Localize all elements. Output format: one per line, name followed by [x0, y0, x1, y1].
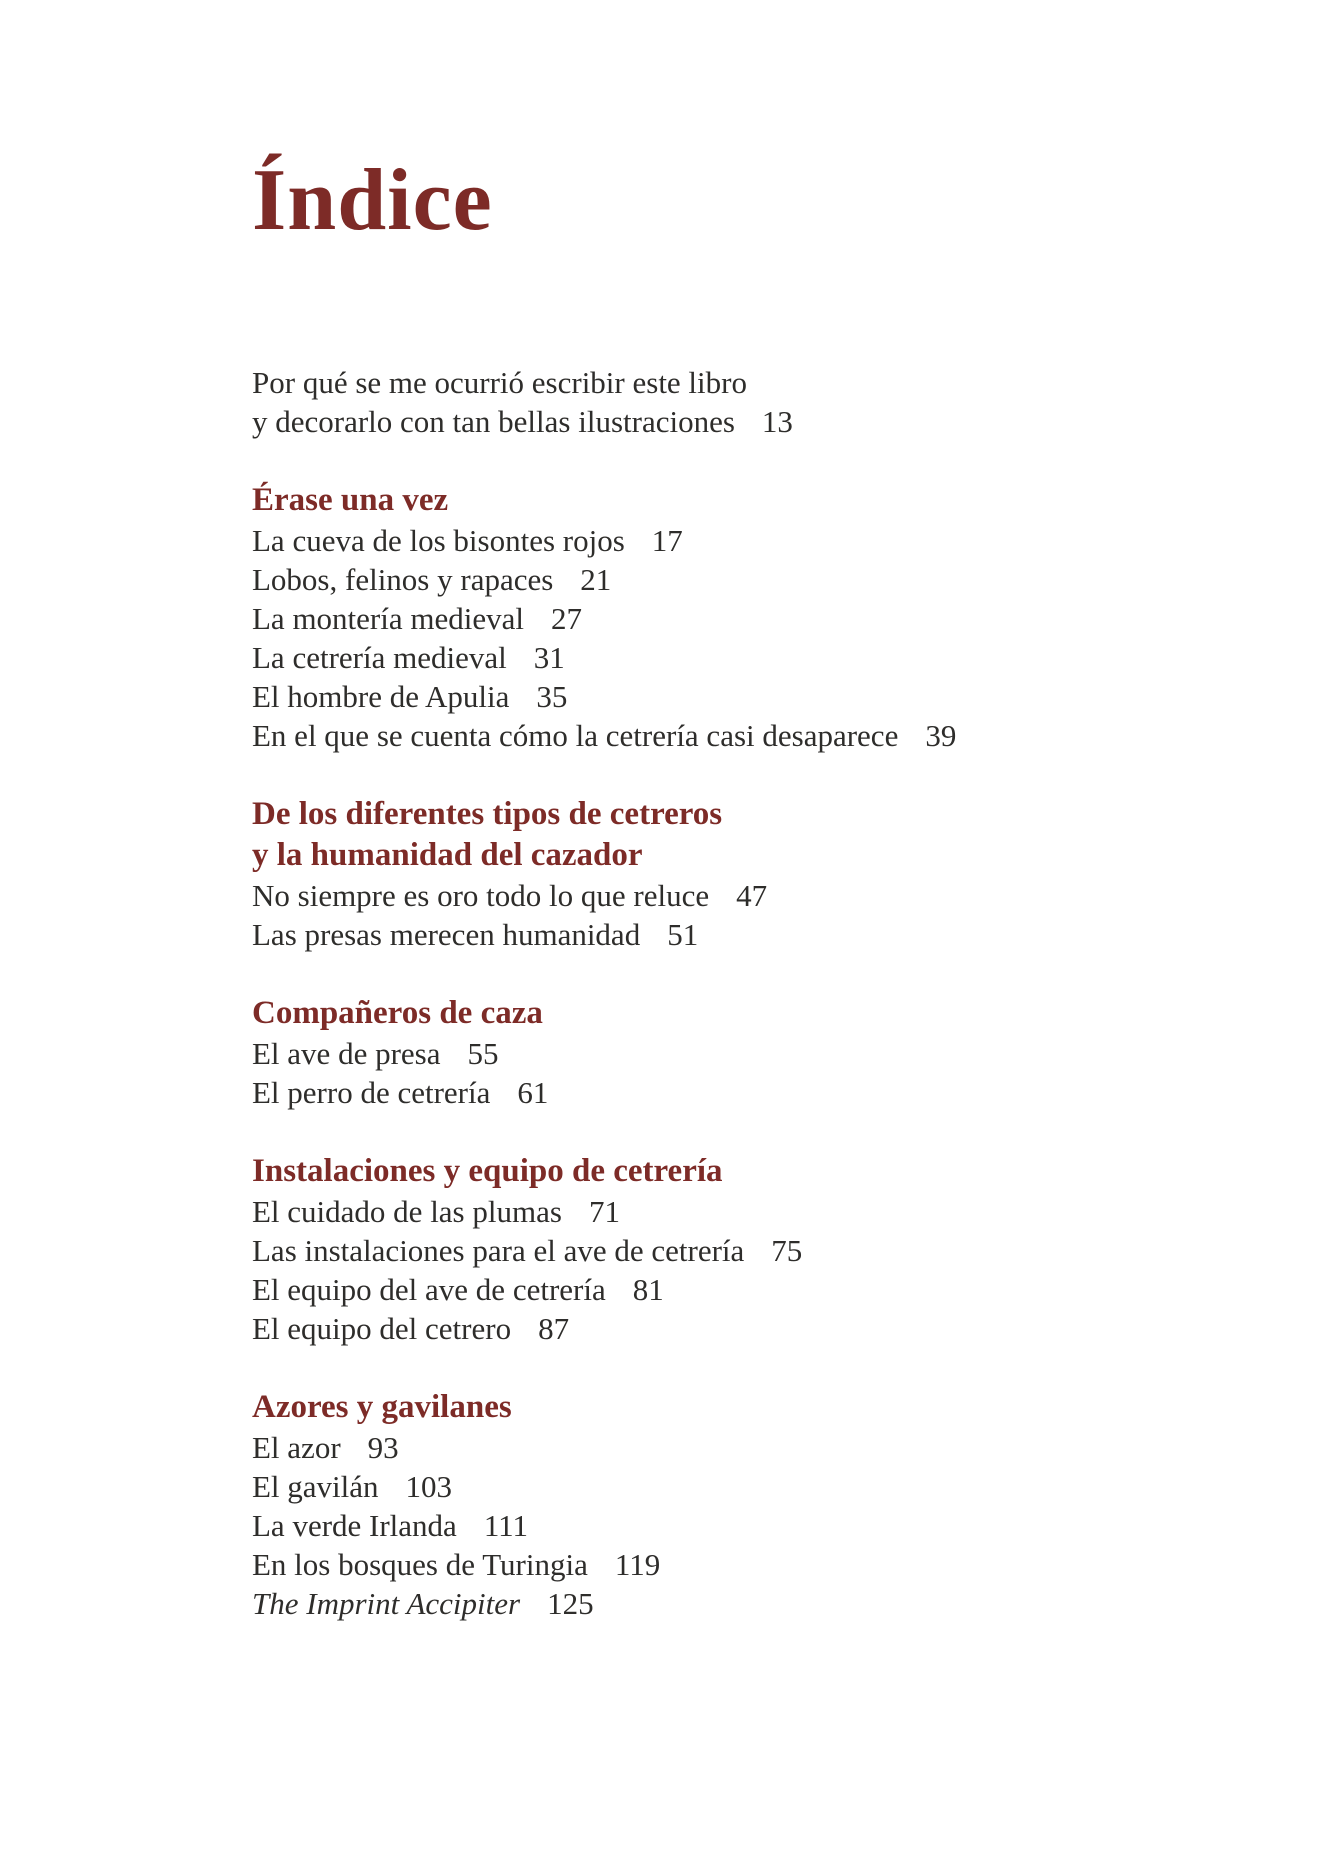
section-heading-line: Compañeros de caza	[252, 995, 543, 1032]
toc-entry	[252, 560, 1188, 599]
toc-entry	[252, 521, 1188, 560]
toc-entry-label: No siempre es oro todo lo que reluce	[252, 878, 710, 914]
page-number: 31	[533, 640, 565, 676]
toc-entry	[252, 1270, 1188, 1309]
toc-entry	[252, 876, 1188, 915]
page-number: 75	[771, 1233, 803, 1269]
toc-entry-label: En el que se cuenta cómo la cetrería casi desaparece	[252, 718, 899, 754]
page-number: 87	[538, 1311, 570, 1347]
section-heading-line: Érase una vez	[252, 482, 449, 519]
page-number: 13	[761, 404, 793, 440]
page-number: 17	[651, 523, 683, 559]
section-heading	[252, 993, 1188, 1034]
toc-sections	[252, 480, 1188, 1623]
toc-entry	[252, 1192, 1188, 1231]
section-heading	[252, 794, 1188, 876]
toc-entry	[252, 716, 1188, 755]
page-number: 119	[614, 1547, 661, 1583]
toc-entry-label: Las presas merecen humanidad	[252, 917, 641, 953]
page-number: 61	[517, 1075, 549, 1111]
page-number: 93	[367, 1430, 399, 1466]
toc-entry	[252, 599, 1188, 638]
section-heading-line: De los diferentes tipos de cetreros	[252, 796, 723, 833]
page-number: 103	[405, 1469, 453, 1505]
preface-line	[252, 363, 1188, 402]
toc-entry	[252, 1467, 1188, 1506]
page-number: 39	[925, 718, 957, 754]
toc-section	[252, 1151, 1188, 1348]
preface-line	[252, 402, 1188, 441]
toc-entry	[252, 1073, 1188, 1112]
toc-section	[252, 480, 1188, 755]
toc-entry	[252, 1545, 1188, 1584]
page-number: 71	[588, 1194, 620, 1230]
toc-entry-label: El equipo del ave de cetrería	[252, 1272, 606, 1308]
page-number: 47	[736, 878, 768, 914]
toc-entry-label: En los bosques de Turingia	[252, 1547, 588, 1583]
toc-entry	[252, 1309, 1188, 1348]
preface-block	[252, 363, 1188, 441]
section-heading-line: Azores y gavilanes	[252, 1389, 512, 1426]
toc-entry-label: La verde Irlanda	[252, 1508, 457, 1544]
toc-entry	[252, 1231, 1188, 1270]
page-number: 35	[536, 679, 568, 715]
toc-entry-label: La cueva de los bisontes rojos	[252, 523, 625, 559]
section-heading	[252, 1151, 1188, 1192]
page-number: 55	[467, 1036, 499, 1072]
page-number: 51	[667, 917, 699, 953]
page-number: 21	[580, 562, 612, 598]
toc-entry-label: Las instalaciones para el ave de cetrería	[252, 1233, 745, 1269]
toc-entry-label: La cetrería medieval	[252, 640, 507, 676]
page-number: 125	[547, 1586, 594, 1622]
toc-section	[252, 794, 1188, 954]
toc-entry-label: El gavilán	[252, 1469, 379, 1505]
toc-entry	[252, 638, 1188, 677]
toc-entry	[252, 1506, 1188, 1545]
toc-entry-label: El perro de cetrería	[252, 1075, 491, 1111]
page-number: 111	[483, 1508, 529, 1544]
toc-entry-label: El equipo del cetrero	[252, 1311, 512, 1347]
toc-entry-label: El cuidado de las plumas	[252, 1194, 562, 1230]
toc-section	[252, 1387, 1188, 1623]
section-heading-line: Instalaciones y equipo de cetrería	[252, 1153, 723, 1190]
section-heading	[252, 1387, 1188, 1428]
toc-entry	[252, 1034, 1188, 1073]
toc-entry	[252, 1428, 1188, 1467]
toc-entry-label: El ave de presa	[252, 1036, 441, 1072]
toc-entry	[252, 677, 1188, 716]
page-title: Índice	[252, 152, 493, 249]
preface-text-line-2: y decorarlo con tan bellas ilustraciones	[252, 404, 735, 440]
toc-entry-label: The Imprint Accipiter	[252, 1586, 521, 1622]
toc-entry-label: El hombre de Apulia	[252, 679, 510, 715]
toc-section	[252, 993, 1188, 1112]
toc-entry	[252, 915, 1188, 954]
section-heading	[252, 480, 1188, 521]
preface-text-line-1: Por qué se me ocurrió escribir este libro	[252, 365, 747, 401]
toc-entry	[252, 1584, 1188, 1623]
toc-entry-label: La montería medieval	[252, 601, 524, 637]
page-number: 27	[551, 601, 582, 637]
toc-entry-label: Lobos, felinos y rapaces	[252, 562, 554, 598]
section-heading-line: y la humanidad del cazador	[252, 837, 643, 874]
toc-entry-label: El azor	[252, 1430, 341, 1466]
page-number: 81	[632, 1272, 664, 1308]
